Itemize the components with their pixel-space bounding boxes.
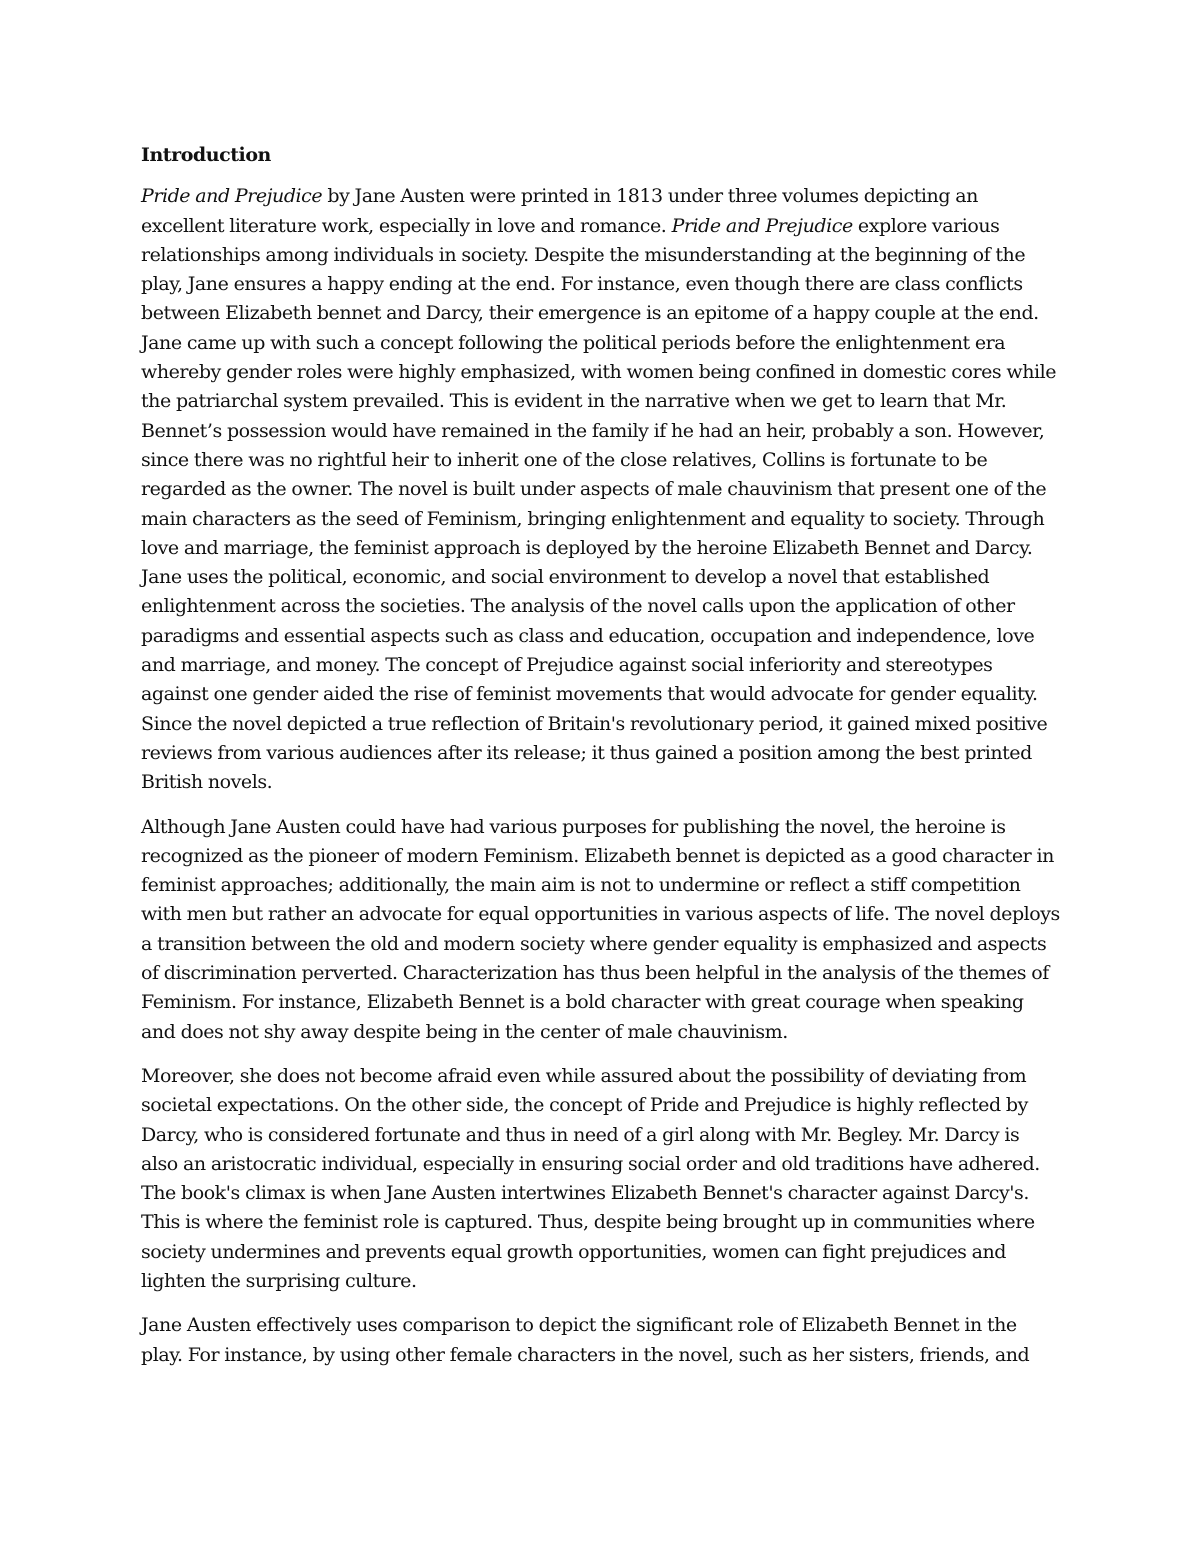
document-page (141, 141, 1061, 1385)
paragraph-4: Jane Austen effectively uses comparison to depict the significant role of Elizabeth Bennet in the play. For instance, by using other female characters in the novel, such as her sisters, friends, and (141, 1314, 1030, 1366)
paragraph-3: Moreover, she does not become afraid even while assured about the possibility of deviating from societal expectations. On the other side, the concept of Pride and Prejudice is highly reflected by Darcy, who is considered fortunate and thus in need of a girl along with Mr. Begley. Mr. Darcy is also an aristocratic individual, especially in ensuring social order and old traditions have adhered. The book's climax is when Jane Austen intertwines Elizabeth Bennet's character against Darcy's. This is where the feminist role is captured. Thus, despite being brought up in communities where society undermines and prevents equal growth opportunities, women can fight prejudices and lighten the surprising culture. (141, 1064, 1040, 1292)
book-title: Pride and Prejudice (671, 214, 853, 237)
paragraph-1-text-a: by Jane Austen were printed in 1813 under three volumes depicting an excellent literature work, especially in love and romance. (141, 185, 978, 237)
paragraph-1 (141, 182, 1061, 797)
paragraph-1-text-b: explore various relationships among individuals in society. Despite the misunderstanding at the beginning of the play, Jane ensures a happy ending at the end. For instance, even though there are class conflicts between Elizabeth bennet and Darcy, their emergence is an epitome of a happy couple at the end. Jane came up with such a concept following the political periods before the enlightenment era whereby gender roles were highly emphasized, with women being confined in domestic cores while the patriarchal system prevailed. This is evident in the narrative when we get to learn that Mr. Bennet’s possession would have remained in the family if he had an heir, probably a son. However, since there was no rightful heir to inherit one of the close relatives, Collins is fortunate to be regarded as the owner. The novel is built under aspects of male chauvinism that present one of the main characters as the seed of Feminism, bringing enlightenment and equality to society. Through love and marriage, the feminist approach is deployed by the heroine Elizabeth Bennet and Darcy. Jane uses the political, economic, and social environment to develop a novel that established enlightenment across the societies. The analysis of the novel calls upon the application of other paradigms and essential aspects such as class and education, occupation and independence, love and marriage, and money. The concept of Prejudice against social inferiority and stereotypes against one gender aided the rise of feminist movements that would advocate for gender equality. Since the novel depicted a true reflection of Britain's revolutionary period, it gained mixed positive reviews from various audiences after its release; it thus gained a position among the best printed British novels. (141, 214, 1057, 794)
section-heading: Introduction (141, 144, 271, 166)
book-title: Pride and Prejudice (141, 185, 323, 208)
paragraph-2: Although Jane Austen could have had various purposes for publishing the novel, the heroine is recognized as the pioneer of modern Feminism. Elizabeth bennet is depicted as a good character in feminist approaches; additionally, the main aim is not to undermine or reflect a stiff competition with men but rather an advocate for equal opportunities in various aspects of life. The novel deploys a transition between the old and modern society where gender equality is emphasized and aspects of discrimination perverted. Characterization has thus been helpful in the analysis of the themes of Feminism. For instance, Elizabeth Bennet is a bold character with great courage when speaking and does not shy away despite being in the center of male chauvinism. (141, 815, 1060, 1043)
